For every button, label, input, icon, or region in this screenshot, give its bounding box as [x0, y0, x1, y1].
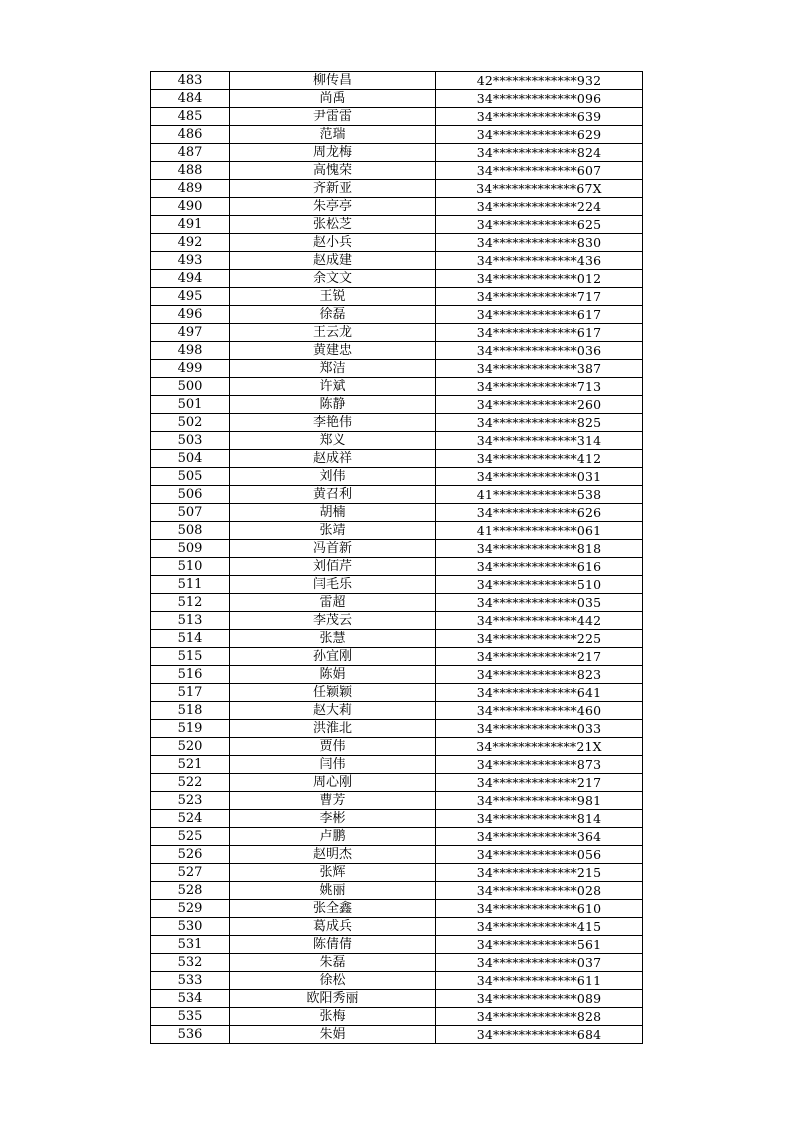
table-row: [151, 666, 643, 684]
id-number-cell: 34*************626: [436, 504, 643, 522]
id-number-cell: 34*************224: [436, 198, 643, 216]
id-number-cell: 34*************639: [436, 108, 643, 126]
table-row: [151, 108, 643, 126]
id-number-cell: 34*************387: [436, 360, 643, 378]
table-row: [151, 180, 643, 198]
id-number-cell: 34*************442: [436, 612, 643, 630]
id-number-cell: 34*************037: [436, 954, 643, 972]
row-number-cell: 525: [151, 828, 230, 846]
name-cell: 赵大莉: [230, 702, 436, 720]
table-row: [151, 72, 643, 90]
row-number-cell: 505: [151, 468, 230, 486]
id-number-cell: 34*************056: [436, 846, 643, 864]
name-cell: 高愧荣: [230, 162, 436, 180]
name-cell: 柳传昌: [230, 72, 436, 90]
table-row: [151, 126, 643, 144]
id-number-cell: 34*************67X: [436, 180, 643, 198]
table-row: [151, 864, 643, 882]
row-number-cell: 528: [151, 882, 230, 900]
row-number-cell: 498: [151, 342, 230, 360]
id-number-cell: 34*************824: [436, 144, 643, 162]
name-cell: 尹雷雷: [230, 108, 436, 126]
table-row: [151, 270, 643, 288]
row-number-cell: 502: [151, 414, 230, 432]
id-number-cell: 34*************617: [436, 324, 643, 342]
table-row: [151, 216, 643, 234]
table-row: [151, 198, 643, 216]
row-number-cell: 532: [151, 954, 230, 972]
id-number-cell: 34*************611: [436, 972, 643, 990]
table-row: [151, 594, 643, 612]
row-number-cell: 524: [151, 810, 230, 828]
name-cell: 赵成建: [230, 252, 436, 270]
name-cell: 赵成祥: [230, 450, 436, 468]
table-row: [151, 576, 643, 594]
table-row: [151, 468, 643, 486]
id-number-cell: 34*************21X: [436, 738, 643, 756]
table-row: [151, 954, 643, 972]
row-number-cell: 521: [151, 756, 230, 774]
id-number-cell: 34*************036: [436, 342, 643, 360]
row-number-cell: 533: [151, 972, 230, 990]
table-row: [151, 378, 643, 396]
table-row: [151, 540, 643, 558]
id-number-cell: 34*************825: [436, 414, 643, 432]
name-cell: 欧阳秀丽: [230, 990, 436, 1008]
id-number-cell: 34*************215: [436, 864, 643, 882]
row-number-cell: 513: [151, 612, 230, 630]
table-row: [151, 504, 643, 522]
table-row: [151, 396, 643, 414]
table-row: [151, 414, 643, 432]
id-number-cell: 34*************561: [436, 936, 643, 954]
id-number-cell: 34*************873: [436, 756, 643, 774]
id-number-cell: 34*************610: [436, 900, 643, 918]
name-cell: 赵小兵: [230, 234, 436, 252]
row-number-cell: 493: [151, 252, 230, 270]
id-number-cell: 34*************035: [436, 594, 643, 612]
name-cell: 李茂云: [230, 612, 436, 630]
table-row: [151, 90, 643, 108]
table-row: [151, 558, 643, 576]
table-row: [151, 450, 643, 468]
row-number-cell: 523: [151, 792, 230, 810]
table-row: [151, 1008, 643, 1026]
id-number-cell: 42*************932: [436, 72, 643, 90]
table-row: [151, 252, 643, 270]
row-number-cell: 486: [151, 126, 230, 144]
row-number-cell: 491: [151, 216, 230, 234]
name-cell: 曹芳: [230, 792, 436, 810]
name-cell: 周心刚: [230, 774, 436, 792]
id-number-cell: 34*************814: [436, 810, 643, 828]
name-cell: 许斌: [230, 378, 436, 396]
row-number-cell: 510: [151, 558, 230, 576]
row-number-cell: 527: [151, 864, 230, 882]
row-number-cell: 522: [151, 774, 230, 792]
name-cell: 姚丽: [230, 882, 436, 900]
id-number-cell: 34*************629: [436, 126, 643, 144]
id-number-cell: 34*************364: [436, 828, 643, 846]
id-number-cell: 34*************436: [436, 252, 643, 270]
row-number-cell: 489: [151, 180, 230, 198]
table-row: [151, 648, 643, 666]
table-row: [151, 684, 643, 702]
table-row: [151, 360, 643, 378]
id-number-cell: 34*************641: [436, 684, 643, 702]
name-cell: 张辉: [230, 864, 436, 882]
row-number-cell: 499: [151, 360, 230, 378]
id-number-cell: 34*************225: [436, 630, 643, 648]
row-number-cell: 487: [151, 144, 230, 162]
row-number-cell: 506: [151, 486, 230, 504]
id-number-cell: 34*************033: [436, 720, 643, 738]
row-number-cell: 488: [151, 162, 230, 180]
name-cell: 陈娟: [230, 666, 436, 684]
name-cell: 赵明杰: [230, 846, 436, 864]
id-number-cell: 34*************217: [436, 774, 643, 792]
id-number-cell: 34*************616: [436, 558, 643, 576]
id-number-cell: 34*************415: [436, 918, 643, 936]
name-cell: 陈静: [230, 396, 436, 414]
name-cell: 胡楠: [230, 504, 436, 522]
table-row: [151, 630, 643, 648]
row-number-cell: 536: [151, 1026, 230, 1044]
row-number-cell: 501: [151, 396, 230, 414]
id-number-cell: 34*************625: [436, 216, 643, 234]
table-row: [151, 972, 643, 990]
table-row: [151, 828, 643, 846]
row-number-cell: 519: [151, 720, 230, 738]
row-number-cell: 530: [151, 918, 230, 936]
id-number-cell: 34*************031: [436, 468, 643, 486]
name-cell: 李彬: [230, 810, 436, 828]
name-cell: 洪淮北: [230, 720, 436, 738]
name-cell: 朱磊: [230, 954, 436, 972]
name-cell: 余文文: [230, 270, 436, 288]
table-row: [151, 486, 643, 504]
name-cell: 黄召利: [230, 486, 436, 504]
name-cell: 卢鹏: [230, 828, 436, 846]
name-cell: 郑义: [230, 432, 436, 450]
name-cell: 张松芝: [230, 216, 436, 234]
name-cell: 徐磊: [230, 306, 436, 324]
row-number-cell: 534: [151, 990, 230, 1008]
table-row: [151, 900, 643, 918]
id-number-cell: 34*************607: [436, 162, 643, 180]
name-cell: 刘伟: [230, 468, 436, 486]
id-number-cell: 34*************717: [436, 288, 643, 306]
name-cell: 范瑞: [230, 126, 436, 144]
name-cell: 孙宜刚: [230, 648, 436, 666]
table-row: [151, 342, 643, 360]
roster-table: [150, 71, 643, 1044]
name-cell: 张梅: [230, 1008, 436, 1026]
id-number-cell: 41*************538: [436, 486, 643, 504]
name-cell: 任颖颖: [230, 684, 436, 702]
name-cell: 葛成兵: [230, 918, 436, 936]
row-number-cell: 508: [151, 522, 230, 540]
table-row: [151, 144, 643, 162]
name-cell: 尚禹: [230, 90, 436, 108]
table-row: [151, 702, 643, 720]
name-cell: 闫毛乐: [230, 576, 436, 594]
row-number-cell: 496: [151, 306, 230, 324]
table-row: [151, 756, 643, 774]
name-cell: 齐新亚: [230, 180, 436, 198]
id-number-cell: 34*************828: [436, 1008, 643, 1026]
table-row: [151, 720, 643, 738]
row-number-cell: 529: [151, 900, 230, 918]
table-row: [151, 918, 643, 936]
row-number-cell: 497: [151, 324, 230, 342]
row-number-cell: 511: [151, 576, 230, 594]
name-cell: 李艳伟: [230, 414, 436, 432]
row-number-cell: 517: [151, 684, 230, 702]
row-number-cell: 483: [151, 72, 230, 90]
row-number-cell: 526: [151, 846, 230, 864]
id-number-cell: 34*************684: [436, 1026, 643, 1044]
table-row: [151, 612, 643, 630]
name-cell: 刘佰芹: [230, 558, 436, 576]
table-row: [151, 810, 643, 828]
name-cell: 雷超: [230, 594, 436, 612]
id-number-cell: 34*************830: [436, 234, 643, 252]
row-number-cell: 500: [151, 378, 230, 396]
row-number-cell: 484: [151, 90, 230, 108]
table-row: [151, 1026, 643, 1044]
table-row: [151, 936, 643, 954]
id-number-cell: 34*************823: [436, 666, 643, 684]
table-row: [151, 882, 643, 900]
row-number-cell: 494: [151, 270, 230, 288]
id-number-cell: 34*************460: [436, 702, 643, 720]
row-number-cell: 504: [151, 450, 230, 468]
row-number-cell: 516: [151, 666, 230, 684]
row-number-cell: 531: [151, 936, 230, 954]
table-row: [151, 522, 643, 540]
id-number-cell: 34*************981: [436, 792, 643, 810]
row-number-cell: 490: [151, 198, 230, 216]
id-number-cell: 34*************012: [436, 270, 643, 288]
id-number-cell: 34*************096: [436, 90, 643, 108]
row-number-cell: 485: [151, 108, 230, 126]
table-row: [151, 774, 643, 792]
row-number-cell: 507: [151, 504, 230, 522]
roster-table-body: [151, 72, 643, 1044]
name-cell: 闫伟: [230, 756, 436, 774]
name-cell: 王锐: [230, 288, 436, 306]
row-number-cell: 495: [151, 288, 230, 306]
row-number-cell: 492: [151, 234, 230, 252]
row-number-cell: 520: [151, 738, 230, 756]
row-number-cell: 509: [151, 540, 230, 558]
row-number-cell: 512: [151, 594, 230, 612]
id-number-cell: 34*************617: [436, 306, 643, 324]
table-row: [151, 738, 643, 756]
table-row: [151, 306, 643, 324]
id-number-cell: 41*************061: [436, 522, 643, 540]
table-row: [151, 288, 643, 306]
id-number-cell: 34*************314: [436, 432, 643, 450]
name-cell: 陈倩倩: [230, 936, 436, 954]
id-number-cell: 34*************713: [436, 378, 643, 396]
table-row: [151, 432, 643, 450]
name-cell: 冯首新: [230, 540, 436, 558]
name-cell: 朱亭亭: [230, 198, 436, 216]
id-number-cell: 34*************217: [436, 648, 643, 666]
name-cell: 徐松: [230, 972, 436, 990]
name-cell: 王云龙: [230, 324, 436, 342]
id-number-cell: 34*************260: [436, 396, 643, 414]
name-cell: 张全鑫: [230, 900, 436, 918]
id-number-cell: 34*************089: [436, 990, 643, 1008]
name-cell: 周龙梅: [230, 144, 436, 162]
id-number-cell: 34*************412: [436, 450, 643, 468]
id-number-cell: 34*************028: [436, 882, 643, 900]
row-number-cell: 515: [151, 648, 230, 666]
name-cell: 张慧: [230, 630, 436, 648]
table-row: [151, 792, 643, 810]
table-row: [151, 234, 643, 252]
name-cell: 贾伟: [230, 738, 436, 756]
id-number-cell: 34*************818: [436, 540, 643, 558]
table-row: [151, 846, 643, 864]
id-number-cell: 34*************510: [436, 576, 643, 594]
row-number-cell: 503: [151, 432, 230, 450]
table-row: [151, 162, 643, 180]
table-row: [151, 990, 643, 1008]
name-cell: 郑洁: [230, 360, 436, 378]
table-row: [151, 324, 643, 342]
row-number-cell: 518: [151, 702, 230, 720]
name-cell: 黄建忠: [230, 342, 436, 360]
row-number-cell: 514: [151, 630, 230, 648]
name-cell: 朱娟: [230, 1026, 436, 1044]
row-number-cell: 535: [151, 1008, 230, 1026]
name-cell: 张靖: [230, 522, 436, 540]
